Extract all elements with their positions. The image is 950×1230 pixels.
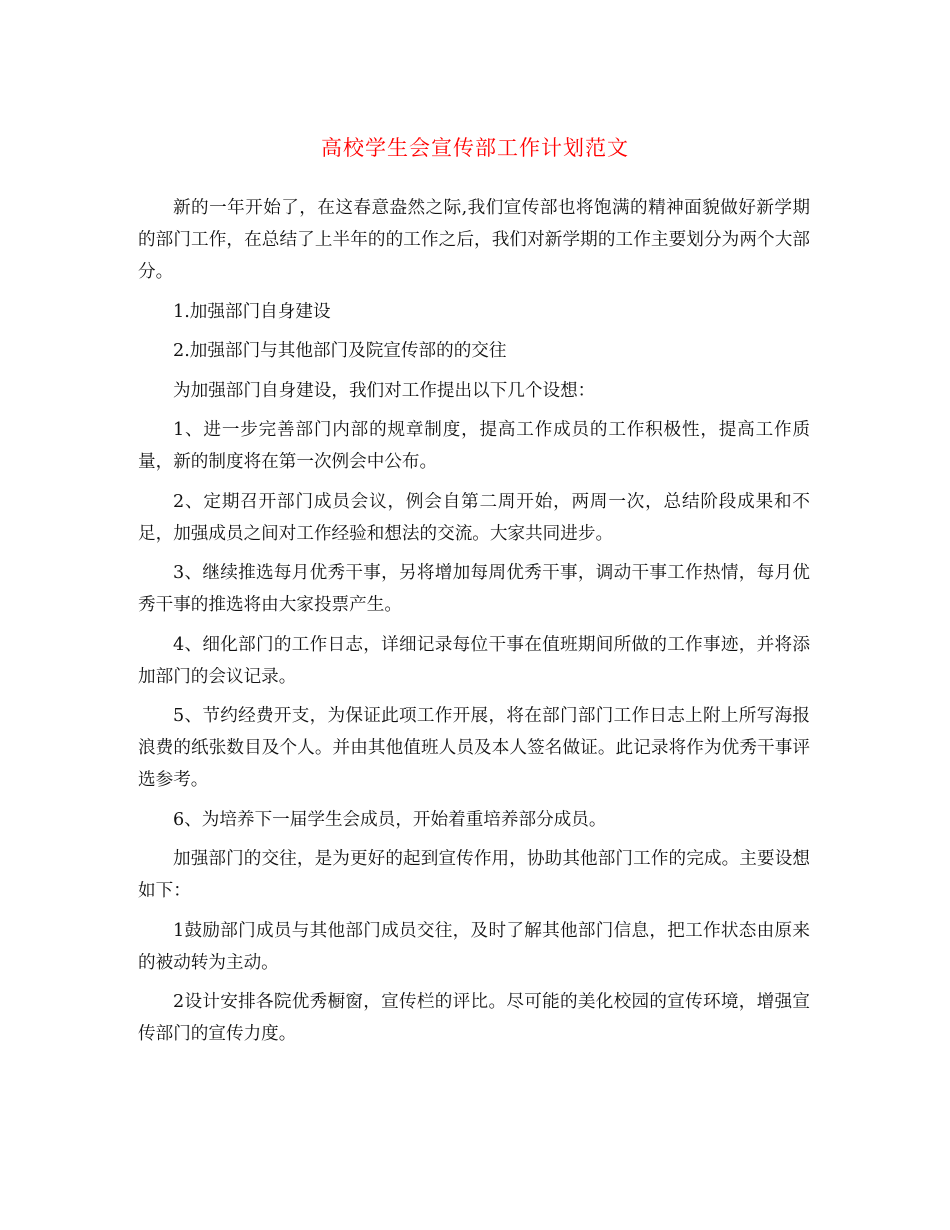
document-title: 高校学生会宣传部工作计划范文 xyxy=(321,136,629,160)
paragraph-idea-1: 1、进一步完善部门内部的规章制度，提高工作成员的工作积极性，提高工作质量，新的制度将在第一次例会中公布。 xyxy=(138,420,810,472)
paragraph-exchange-1: 1鼓励部门成员与其他部门成员交往，及时了解其他部门信息，把工作状态由原来的被动转为主动。 xyxy=(138,920,810,973)
paragraph-exchange-2: 2设计安排各院优秀橱窗，宣传栏的评比。尽可能的美化校园的宣传环境，增强宣传部门的宣传力度。 xyxy=(138,992,810,1044)
paragraph-part-2: 2.加强部门与其他部门及院宣传部的的交往 xyxy=(173,341,507,361)
paragraph-idea-5: 5、节约经费开支，为保证此项工作开展，将在部门部门工作日志上附上所写海报浪费的纸张数目及个人。并由其他值班人员及本人签名做证。此记录将作为优秀干事评选参考。 xyxy=(138,706,810,790)
paragraph-part-1: 1.加强部门自身建设 xyxy=(173,301,331,322)
paragraph-intro: 新的一年开始了，在这春意盎然之际,我们宣传部也将饱满的精神面貌做好新学期的部门工作，在总结了上半年的的工作之后，我们对新学期的工作主要划分为两个大部分。 xyxy=(138,198,810,282)
paragraph-idea-6: 6、为培养下一届学生会成员，开始着重培养部分成员。 xyxy=(173,809,607,830)
paragraph-exchange-lead: 加强部门的交往，是为更好的起到宣传作用，协助其他部门工作的完成。主要设想如下： xyxy=(138,849,810,901)
paragraph-idea-2: 2、定期召开部门成员会议，例会自第二周开始，两周一次，总结阶段成果和不足，加强成员之间对工作经验和想法的交流。大家共同进步。 xyxy=(138,491,810,544)
paragraph-idea-3: 3、继续推选每月优秀干事，另将增加每周优秀干事，调动干事工作热情，每月优秀干事的推选将由大家投票产生。 xyxy=(138,563,810,615)
paragraph-idea-4: 4、细化部门的工作日志，详细记录每位干事在值班期间所做的工作事迹，并将添加部门的会议记录。 xyxy=(138,634,810,687)
paragraph-ideas-lead: 为加强部门自身建设，我们对工作提出以下几个设想： xyxy=(173,380,596,401)
document-body xyxy=(138,192,810,1058)
